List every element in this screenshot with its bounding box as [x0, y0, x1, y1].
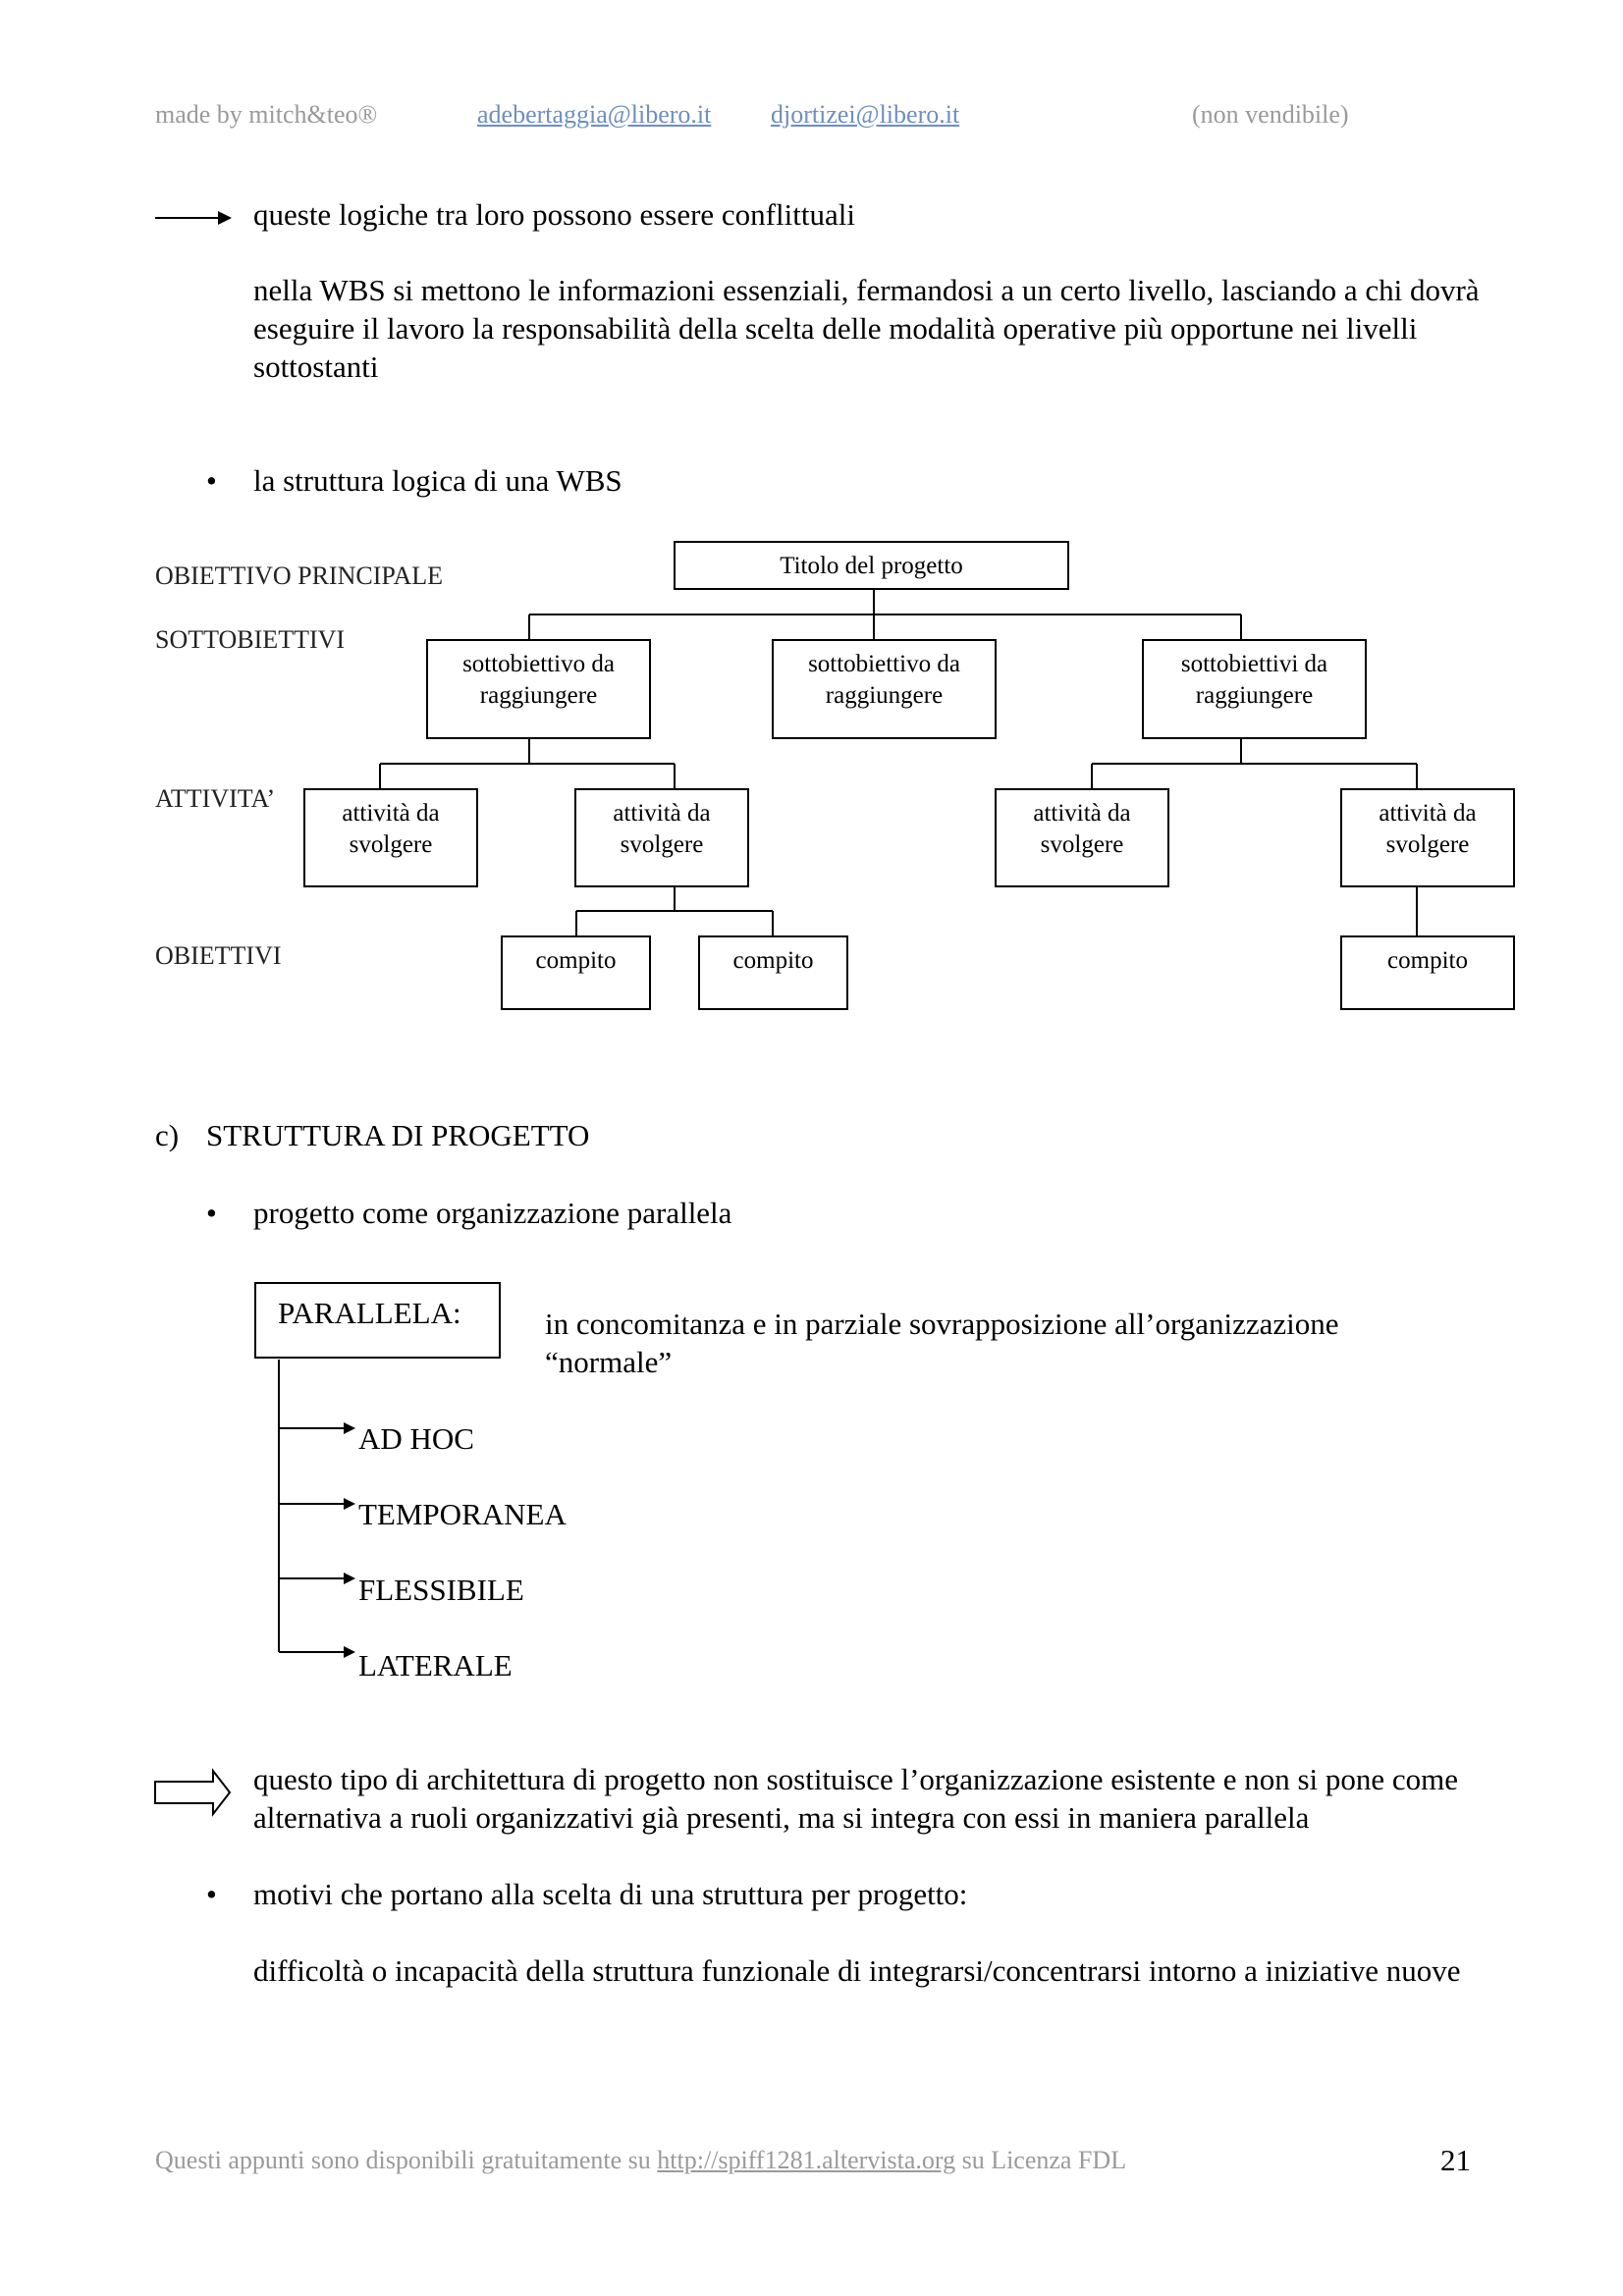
wbs-task-box [1340, 935, 1515, 1010]
wbs-activity-box [995, 788, 1169, 887]
parallel-description: in concomitanza e in parziale sovrapposizione all’organizzazione “normale” [545, 1307, 1339, 1379]
wbs-sub-box [772, 639, 997, 739]
page-number: 21 [1440, 2143, 1471, 2177]
paragraph-difficolta: difficoltà o incapacità della struttura funzionale di integrarsi/concentrarsi intorno a iniziative nuove [253, 1953, 1461, 1988]
wbs-sub-text: sottobiettivo da raggiungere [808, 651, 960, 709]
wbs-activity-text: attività da svolgere [1033, 800, 1131, 858]
wbs-activity-box [574, 788, 749, 887]
bullet-wbs: la struttura logica di una WBS [253, 463, 622, 498]
bullet-icon: • [206, 1196, 217, 1230]
header-email-1[interactable]: adebertaggia@libero.it [477, 100, 712, 129]
wbs-sub-text: sottobiettivo da raggiungere [462, 651, 615, 709]
thin-arrow-icon [155, 211, 232, 225]
parallel-box-text: PARALLELA: [278, 1296, 461, 1330]
level-label-objectives: OBIETTIVI [155, 941, 282, 970]
parallel-box [254, 1282, 501, 1359]
header-note: (non vendibile) [1192, 100, 1349, 129]
hollow-arrow-icon [155, 1771, 230, 1814]
footer-text [155, 2146, 1126, 2175]
intro-paragraph: nella WBS si mettono le informazioni essenziali, fermandosi a un certo livello, lasciando a chi dovrà eseguire il lavoro la responsabilità della scelta delle modalità operative più opportune nei livelli sottostanti [253, 273, 1480, 384]
wbs-activity-text: attività da svolgere [342, 800, 440, 858]
wbs-task-box [501, 935, 651, 1010]
bullet-icon: • [206, 463, 217, 498]
bullet-motivi: motivi che portano alla scelta di una struttura per progetto: [253, 1877, 968, 1911]
note-arrow-text: questo tipo di architettura di progetto non sostituisce l’organizzazione esistente e non si pone come alternativa a ruoli organizzativi già presenti, ma si integra con essi in maniera parallela [253, 1762, 1459, 1835]
footer-prefix: Questi appunti sono disponibili gratuitamente su [155, 2146, 651, 2174]
branch-arrowheads [344, 1422, 355, 1658]
header-author: made by mitch&teo® [155, 100, 378, 129]
footer-suffix: su Licenza FDL [961, 2146, 1127, 2174]
wbs-root-box [674, 541, 1069, 590]
level-label-main: OBIETTIVO PRINCIPALE [155, 561, 443, 590]
arrow-text: queste logiche tra loro possono essere conflittuali [253, 197, 855, 232]
branch-laterale: LATERALE [358, 1648, 513, 1682]
branch-temporanea: TEMPORANEA [358, 1497, 567, 1531]
bullet-parallel: progetto come organizzazione parallela [253, 1196, 732, 1230]
level-label-sub: SOTTOBIETTIVI [155, 625, 346, 654]
wbs-task-text: compito [535, 947, 617, 974]
header-email-2[interactable]: djortizei@libero.it [771, 100, 960, 129]
wbs-sub-box [1142, 639, 1367, 739]
branch-ad-hoc: AD HOC [358, 1421, 474, 1456]
wbs-activity-box [1340, 788, 1515, 887]
wbs-sub-text: sottobiettivi da raggiungere [1180, 651, 1328, 709]
wbs-root-text: Titolo del progetto [780, 553, 963, 579]
footer-link[interactable]: http://spiff1281.altervista.org [657, 2146, 956, 2174]
wbs-task-text: compito [732, 947, 814, 974]
parallel-branch-lines [279, 1360, 346, 1652]
section-letter: c) [155, 1118, 180, 1152]
wbs-activity-text: attività da svolgere [613, 800, 711, 858]
wbs-task-box [698, 935, 848, 1010]
bullet-icon: • [206, 1877, 217, 1911]
wbs-activity-box [303, 788, 478, 887]
section-heading: STRUTTURA DI PROGETTO [206, 1118, 590, 1152]
wbs-sub-box [426, 639, 651, 739]
wbs-activity-text: attività da svolgere [1379, 800, 1477, 858]
level-label-activity: ATTIVITA’ [155, 784, 276, 813]
wbs-task-text: compito [1387, 947, 1468, 974]
branch-flessibile: FLESSIBILE [358, 1573, 524, 1607]
